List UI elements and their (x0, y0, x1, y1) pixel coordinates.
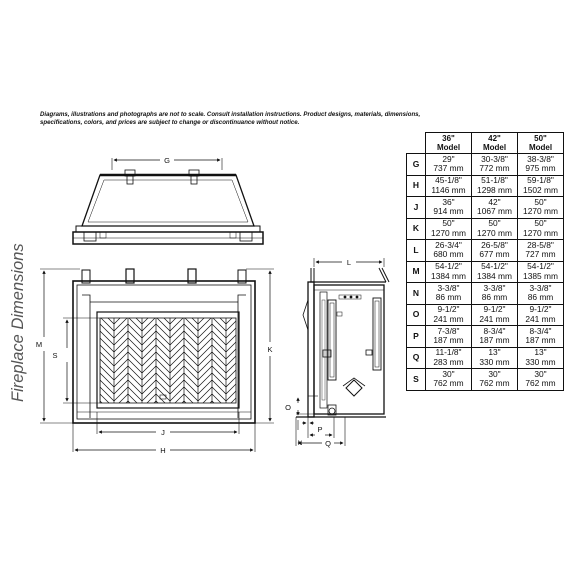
table-cell: 36" 914 mm (426, 197, 472, 219)
firebrick-pattern (44, 268, 296, 457)
label-s: S (52, 351, 58, 360)
table-row (407, 218, 564, 240)
table-cell: 8-3/4" 187 mm (518, 326, 564, 348)
table-row (407, 326, 564, 348)
table-row (407, 304, 564, 326)
table-cell: 3-3/8" 86 mm (518, 283, 564, 305)
table-cell: 50" 1270 mm (426, 218, 472, 240)
table-cell: 50" 1270 mm (518, 197, 564, 219)
header-50-model: 50" Model (518, 133, 564, 154)
table-cell: 8-3/4" 187 mm (472, 326, 518, 348)
table-cell: 3-3/8" 86 mm (472, 283, 518, 305)
table-cell: 28-5/8" 727 mm (518, 240, 564, 262)
table-cell: 30" 762 mm (518, 369, 564, 391)
table-corner (407, 133, 426, 154)
top-view (73, 158, 263, 244)
table-cell: 9-1/2" 241 mm (472, 304, 518, 326)
row-label: M (407, 261, 426, 283)
row-label: Q (407, 347, 426, 369)
table-cell: 54-1/2" 1384 mm (426, 261, 472, 283)
table-row (407, 175, 564, 197)
table-row (407, 369, 564, 391)
table-cell: 45-1/8" 1146 mm (426, 175, 472, 197)
table-cell: 54-1/2" 1384 mm (472, 261, 518, 283)
brick-lines (44, 268, 296, 457)
table-cell: 9-1/2" 241 mm (518, 304, 564, 326)
dimensions-table (406, 132, 564, 391)
disclaimer-line-1: Diagrams, illustrations and photographs are not to scale. Consult installation instructions. Product designs, materials, dimensions, (40, 111, 421, 118)
table-cell: 9-1/2" 241 mm (426, 304, 472, 326)
disclaimer-line-2: specifications, colors, and prices are subject to change or discontinuance without notice. (40, 118, 300, 126)
front-view (40, 268, 296, 457)
table-cell: 3-3/8" 86 mm (426, 283, 472, 305)
table-cell: 50" 1270 mm (518, 218, 564, 240)
table-row (407, 261, 564, 283)
side-view (296, 258, 389, 446)
label-p: P (317, 425, 323, 434)
table-row (407, 240, 564, 262)
label-j: J (161, 428, 165, 437)
row-label: K (407, 218, 426, 240)
row-label: H (407, 175, 426, 197)
table-cell: 13" 330 mm (472, 347, 518, 369)
table-cell: 59-1/8" 1502 mm (518, 175, 564, 197)
table-header-row (407, 133, 564, 154)
table-row (407, 154, 564, 176)
table-cell: 30-3/8" 772 mm (472, 154, 518, 176)
row-label: P (407, 326, 426, 348)
table-cell: 54-1/2" 1385 mm (518, 261, 564, 283)
table-cell: 26-5/8" 677 mm (472, 240, 518, 262)
table-body (407, 154, 564, 391)
side-title-text: Fireplace Dimensions (9, 243, 27, 402)
table-cell: 26-3/4" 680 mm (426, 240, 472, 262)
row-label: J (407, 197, 426, 219)
label-k: K (267, 345, 273, 354)
row-label: O (407, 304, 426, 326)
row-label: N (407, 283, 426, 305)
label-h: H (160, 446, 166, 455)
row-label: S (407, 369, 426, 391)
table-cell: 13" 330 mm (518, 347, 564, 369)
label-o: O (285, 403, 291, 412)
table-row (407, 283, 564, 305)
label-n: N (297, 440, 303, 447)
row-label: G (407, 154, 426, 176)
table-row (407, 347, 564, 369)
table-cell: 50" 1270 mm (472, 218, 518, 240)
table-cell: 38-3/8" 975 mm (518, 154, 564, 176)
table-cell: 30" 762 mm (426, 369, 472, 391)
label-m: M (35, 340, 43, 349)
table-cell: 30" 762 mm (472, 369, 518, 391)
label-g: G (164, 156, 170, 165)
header-36-model: 36" Model (426, 133, 472, 154)
table-row (407, 197, 564, 219)
table-cell: 42" 1067 mm (472, 197, 518, 219)
label-q: Q (325, 439, 331, 448)
label-l: L (346, 258, 352, 267)
header-42-model: 42" Model (472, 133, 518, 154)
table-cell: 7-3/8" 187 mm (426, 326, 472, 348)
row-label: L (407, 240, 426, 262)
table-cell: 11-1/8" 283 mm (426, 347, 472, 369)
table-cell: 29" 737 mm (426, 154, 472, 176)
table-cell: 51-1/8" 1298 mm (472, 175, 518, 197)
